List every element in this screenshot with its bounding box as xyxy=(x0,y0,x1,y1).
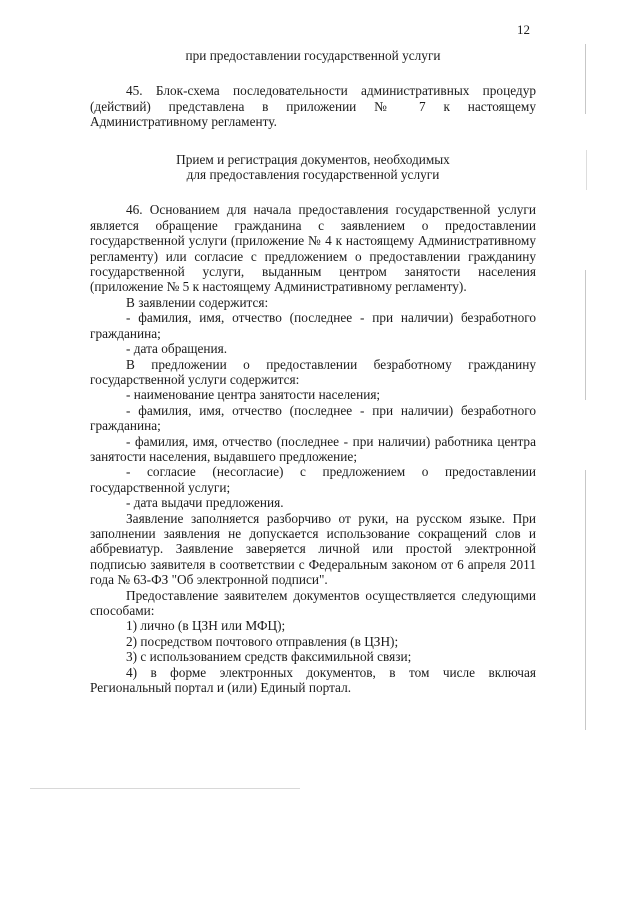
list-item: - наименование центра занятости населения; xyxy=(126,387,381,403)
list-item: - фамилия, имя, отчество (последнее - при наличии) безработного гражданина; xyxy=(90,402,536,434)
list-item: 3) с использованием средств факсимильной связи; xyxy=(126,649,412,665)
fill-rules-paragraph: Заявление заполняется разборчиво от руки, на русском языке. При заполнении заявления не допускается использование сокращений слов и аббревиатур. Заявление заверяется личной или простой электронной подписью заявителя в соответствии с Федеральным законом от 6 апреля 2011 года № 63-ФЗ "Об электронной подписи". xyxy=(90,510,536,588)
list-item: 4) в форме электронных документов, в том числе включая Региональный портал и (или) Единый портал. xyxy=(90,664,536,696)
list-item: - фамилия, имя, отчество (последнее - при наличии) безработного гражданина; xyxy=(90,310,536,341)
paragraph-45: 45. Блок-схема последовательности административных процедур (действий) представлена в приложении № 7 к настоящему Административному регламенту. xyxy=(90,83,536,130)
list-item: - фамилия, имя, отчество (последнее - при наличии) работника центра занятости населения, выдавшего предложение; xyxy=(90,433,536,464)
section-heading-line-2: для предоставления государственной услуги xyxy=(186,167,440,183)
scan-bottom-mark xyxy=(30,788,300,789)
scan-edge-mark xyxy=(586,150,587,190)
paragraph-46: 46. Основанием для начала предоставления государственной услуги является обращение гражданина с заявлением о предоставлении государственной услуги (приложение № 4 к настоящему Административному регламенту) или согласие с предложением о предоставлении гражданину государственной услуги, выданным центром занятости населения (приложение № 5 к настоящему Административному регламенту). xyxy=(90,202,536,295)
list-item: 2) посредством почтового отправления (в ЦЗН); xyxy=(126,633,399,649)
scan-edge-mark xyxy=(585,470,586,730)
section-heading xyxy=(90,152,536,183)
scan-edge-mark xyxy=(585,44,586,114)
document-body xyxy=(90,48,536,695)
offer-intro: В предложении о предоставлении безработному гражданину государственной услуги содержится: xyxy=(90,356,536,387)
methods-intro: Предоставление заявителем документов осуществляется следующими способами: xyxy=(90,587,536,618)
list-item: - согласие (несогласие) с предложением о предоставлении государственной услуги; xyxy=(90,464,536,495)
list-item: 1) лично (в ЦЗН или МФЦ); xyxy=(126,618,286,634)
page-number: 12 xyxy=(517,22,530,37)
scan-edge-mark xyxy=(585,270,586,400)
application-intro: В заявлении содержится: xyxy=(126,294,269,310)
section-heading-line-1: Прием и регистрация документов, необходимых xyxy=(176,151,450,167)
list-item: - дата выдачи предложения. xyxy=(126,495,284,511)
list-item: - дата обращения. xyxy=(126,341,228,357)
top-heading: при предоставлении государственной услуги xyxy=(185,48,441,63)
